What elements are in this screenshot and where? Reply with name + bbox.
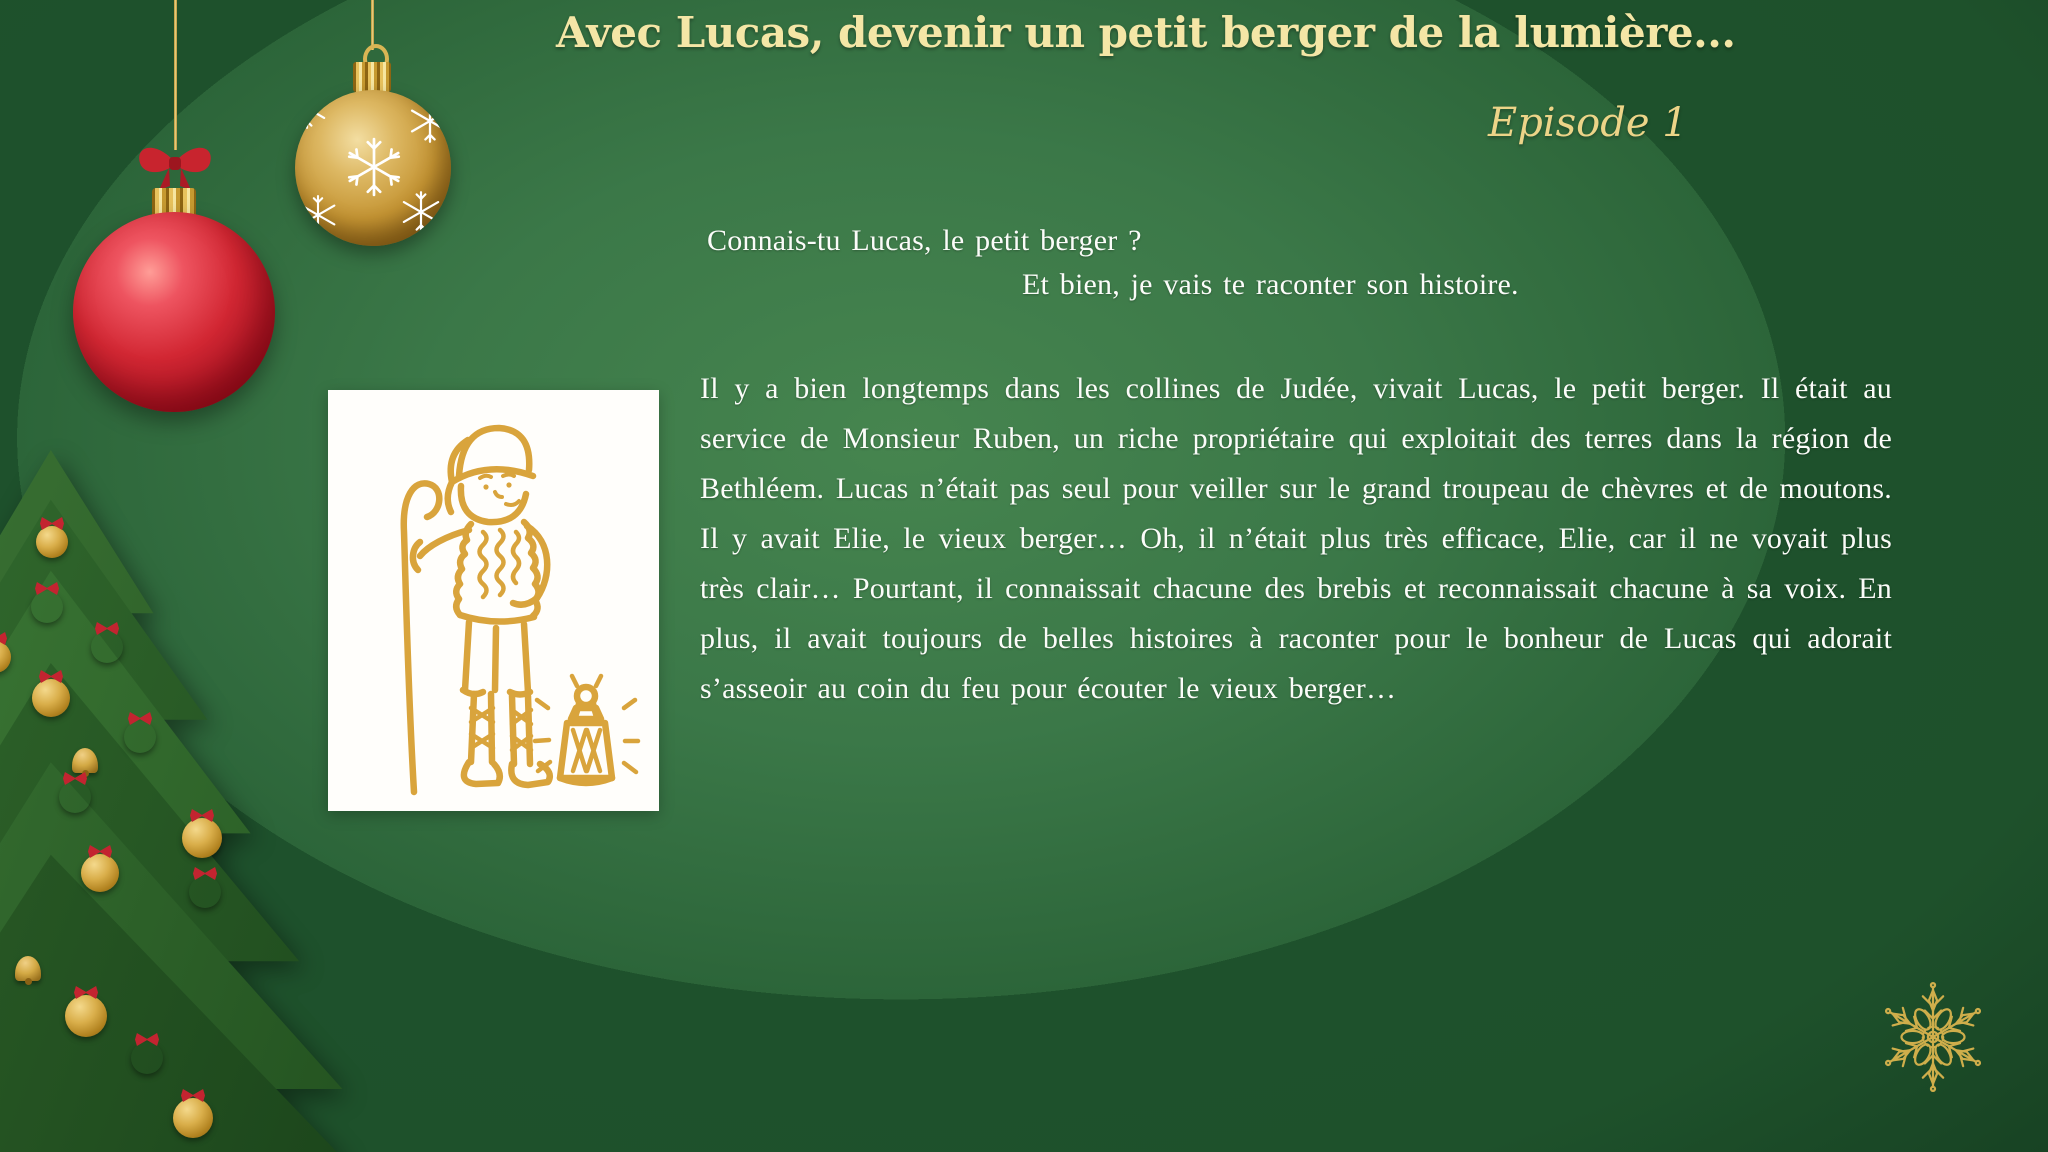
tree-bauble-icon [59, 781, 91, 813]
tree-bauble-icon [173, 1098, 213, 1138]
snowflake-icon [343, 136, 405, 198]
page-title: Avec Lucas, devenir un petit berger de la lumière... [556, 8, 1736, 57]
red-bauble-ornament-icon [73, 212, 275, 412]
tree-bauble-icon [31, 591, 63, 623]
snowflake-icon [399, 190, 443, 234]
story-paragraph: Il y a bien longtemps dans les collines de Judée, vivait Lucas, le petit berger. Il était au service de Monsieur Ruben, un riche propriétaire qui exploitait des terres dans la région de Bethléem. Lucas n’était pas seul pour veiller sur le grand troupeau de chèvres et de moutons. Il y avait Elie, le vieux berger… Oh, il n’était plus très efficace, Elie, car il ne voyait plus très clair… Pourtant, il connaissait chacune des brebis et reconnaissait chacune à sa voix. En plus, il avait toujours de belles histoires à raconter pour le bonheur de Lucas qui adorait s’asseoir au coin du feu pour écouter le vieux berger… [700, 372, 1892, 705]
tree-bauble-icon [182, 818, 222, 858]
ornament-string [371, 0, 374, 50]
intro-line-1: Connais-tu Lucas, le petit berger ? [707, 224, 1142, 257]
gold-snowflake-bauble-icon [295, 90, 451, 246]
tree-bauble-icon [91, 631, 123, 663]
tree-bauble-icon [189, 876, 221, 908]
shepherd-boy-with-lantern-illustration [328, 390, 659, 811]
snowflake-icon [407, 98, 451, 144]
snowflake-icon [297, 194, 339, 236]
episode-label: Episode 1 [1488, 100, 1688, 146]
tree-bauble-icon [36, 526, 68, 558]
gold-snowflake-icon [1872, 976, 1994, 1098]
tree-bauble-icon [81, 854, 119, 892]
snowflake-icon [295, 90, 329, 130]
intro-line-2: Et bien, je vais te raconter son histoire. [1022, 268, 1519, 301]
shepherd-drawing-icon [328, 390, 659, 811]
tree-bauble-icon [124, 721, 156, 753]
red-ribbon-bow-icon [133, 136, 217, 192]
bauble-cap-icon [353, 62, 391, 92]
tree-bauble-icon [131, 1042, 163, 1074]
ornament-string [174, 0, 177, 150]
tree-bauble-icon [32, 679, 70, 717]
tree-bauble-icon [65, 995, 107, 1037]
